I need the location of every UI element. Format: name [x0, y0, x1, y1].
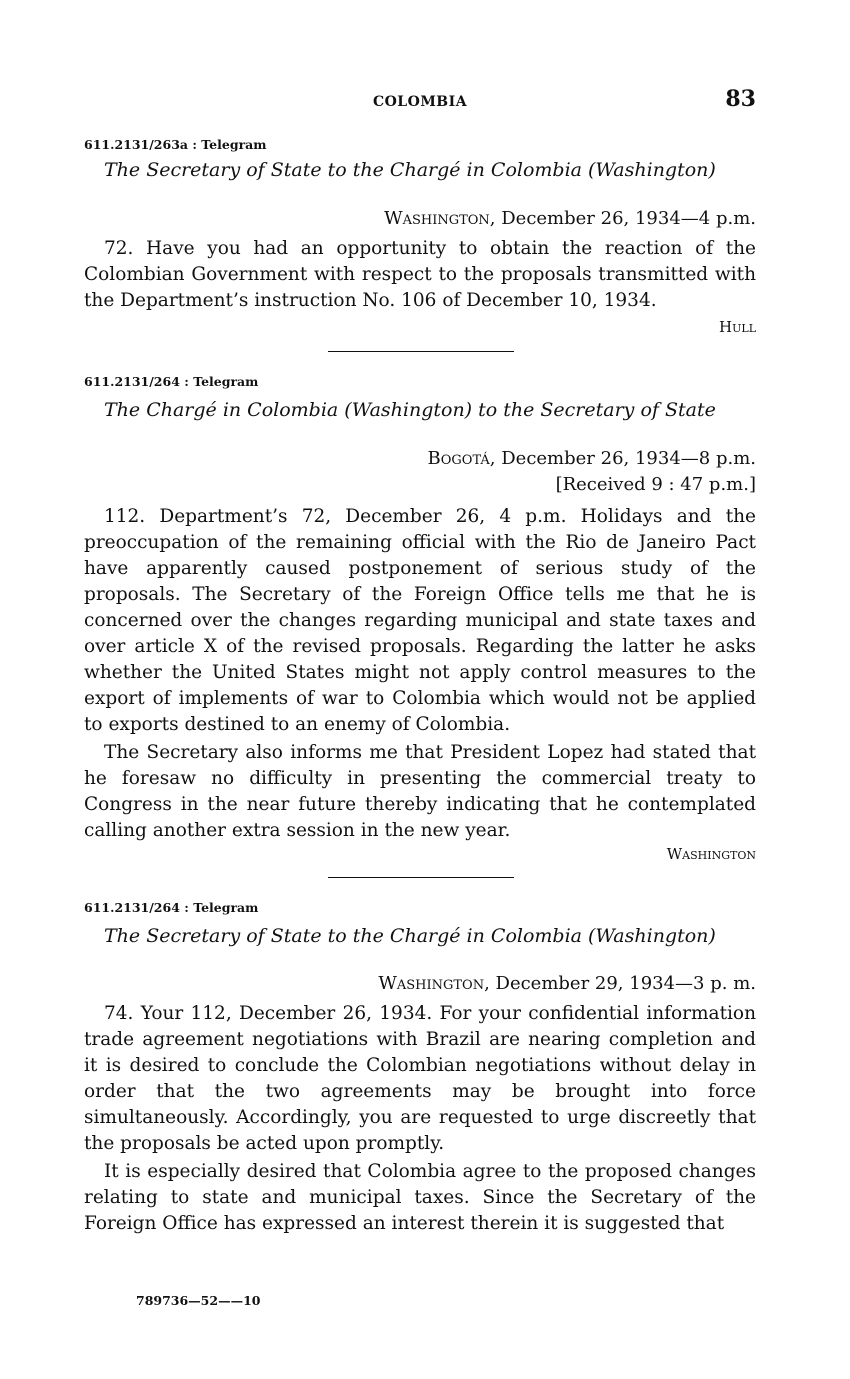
doc3-file-ref: 611.2131/264 : Telegram	[84, 900, 259, 915]
doc3-date-rest: December 29, 1934—3 p. m.	[489, 973, 756, 994]
doc3-paragraph: 74. Your 112, December 26, 1934. For your confidential information trade agreement negotiations with Brazil are nearing completion and it is desired to conclude the Colombian negotiations without delay in order that the two agreements may be brought into force simultaneously. Accordingly, you are requested to urge discreetly that the proposals be acted upon promptly.	[84, 1003, 756, 1154]
document-page	[84, 0, 756, 1379]
printer-mark: 789736—52——10	[136, 1293, 261, 1308]
doc2-caption: The Chargé in Colombia (Washington) to the Secretary of State	[104, 399, 716, 421]
doc1-file-ref: 611.2131/263a : Telegram	[84, 137, 267, 152]
doc3-paragraph: It is especially desired that Colombia agree to the proposed changes relating to state and municipal taxes. Since the Secretary of the Foreign Office has expressed an interest therein it is suggested that	[84, 1161, 756, 1234]
doc2-body	[84, 504, 756, 844]
doc2-paragraph: The Secretary also informs me that President Lopez had stated that he foresaw no difficulty in presenting the commercial treaty to Congress in the near future thereby indicating that he contemplated calling another extra session in the new year.	[84, 742, 756, 841]
doc3-date-place: Washington,	[378, 973, 490, 994]
doc1-paragraph: 72. Have you had an opportunity to obtain the reaction of the Colombian Government with respect to the proposals transmitted with the Department’s instruction No. 106 of December 10, 1934.	[84, 238, 756, 311]
doc3-body	[84, 1001, 756, 1237]
doc2-file-ref: 611.2131/264 : Telegram	[84, 374, 259, 389]
section-divider	[328, 877, 514, 878]
page-number: 83	[725, 86, 756, 112]
section-divider	[328, 351, 514, 352]
doc1-dateline	[84, 208, 756, 229]
doc3-dateline	[84, 973, 756, 994]
doc2-dateline	[84, 448, 756, 469]
doc1-signature: Hull	[719, 318, 756, 336]
doc1-date-rest: December 26, 1934—4 p.m.	[495, 208, 756, 229]
running-head-title: COLOMBIA	[372, 94, 468, 110]
doc2-paragraph: 112. Department’s 72, December 26, 4 p.m. Holidays and the preoccupation of the remaining official with the Rio de Janeiro Pact have apparently caused postponement of serious study of the proposals. The Secretary of the Foreign Office tells me that he is concerned over the changes regarding municipal and state taxes and over article X of the revised proposals. Regarding the latter he asks whether the United States might not apply control measures to the export of implements of war to Colombia which would not be applied to exports destined to an enemy of Colombia.	[84, 506, 756, 735]
doc2-date-place: Bogotá,	[427, 448, 496, 469]
doc1-caption: The Secretary of State to the Chargé in Colombia (Washington)	[104, 159, 716, 181]
doc1-body	[84, 236, 756, 314]
doc2-received: [Received 9 : 47 p.m.]	[555, 474, 756, 495]
doc3-caption: The Secretary of State to the Chargé in Colombia (Washington)	[104, 925, 716, 947]
doc2-date-rest: December 26, 1934—8 p.m.	[495, 448, 756, 469]
doc1-date-place: Washington,	[384, 208, 496, 229]
doc2-signature: Washington	[666, 845, 756, 863]
